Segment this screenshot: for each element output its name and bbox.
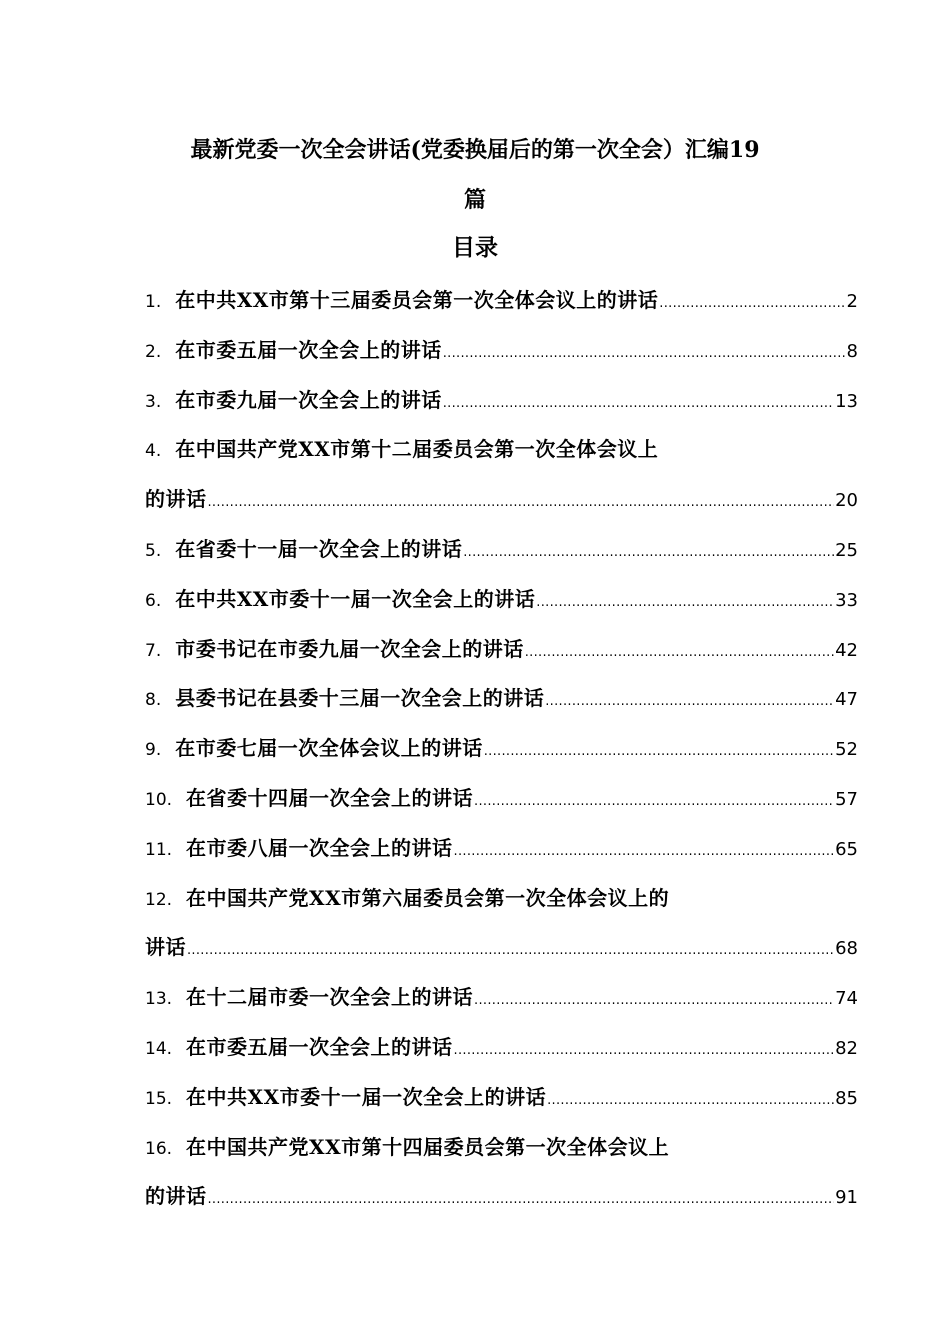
toc-leader-dots — [536, 584, 834, 622]
toc-entry[interactable] — [145, 978, 858, 1028]
toc-entry-number: 2. — [145, 341, 162, 362]
toc-entry-title-continued: 的讲话 — [145, 1184, 207, 1209]
toc-entry-title: 在中国共产党XX市第十四届委员会第一次全体会议上 — [186, 1134, 670, 1159]
toc-leader-dots — [474, 783, 834, 821]
toc-leader-dots — [443, 335, 846, 373]
toc-leader-dots — [659, 285, 845, 323]
toc-entry[interactable] — [145, 281, 858, 331]
toc-entry-number: 4. — [145, 441, 162, 462]
toc-leader-dots — [545, 683, 834, 721]
toc-entry-number: 14. — [145, 1038, 173, 1059]
toc-entry[interactable] — [145, 630, 858, 680]
toc-entry-page: 57 — [835, 788, 858, 810]
toc-entry-number: 9. — [145, 740, 162, 761]
toc-entry-number: 15. — [145, 1088, 173, 1109]
toc-entry-page: 47 — [835, 689, 858, 711]
toc-entry-number: 3. — [145, 391, 162, 412]
toc-entry[interactable] — [145, 430, 858, 530]
toc-entry-number: 16. — [145, 1138, 173, 1159]
toc-entry-number: 10. — [145, 789, 173, 810]
toc-entry[interactable] — [145, 829, 858, 879]
toc-entry[interactable] — [145, 879, 858, 979]
toc-entry-page: 74 — [835, 988, 858, 1010]
toc-entry-page: 82 — [835, 1037, 858, 1059]
toc-entry-number: 11. — [145, 839, 173, 860]
toc-entry-number: 5. — [145, 540, 162, 561]
toc-entry-title-continued: 讲话 — [145, 935, 186, 960]
toc-leader-dots — [454, 1032, 835, 1070]
document-title-line2: 篇 — [463, 187, 486, 213]
toc-heading: 目录 — [452, 234, 498, 261]
toc-entry[interactable] — [145, 381, 858, 431]
toc-entry-page: 2 — [846, 291, 858, 312]
toc-entry-title: 在中共XX市第十三届委员会第一次全体会议上的讲话 — [175, 288, 659, 312]
document-title-line1: 最新党委一次全会讲话(党委换届后的第一次全会）汇编19 — [190, 137, 760, 163]
toc-entry-title: 在市委八届一次全会上的讲话 — [186, 835, 453, 860]
toc-entry-number: 7. — [145, 640, 162, 661]
toc-leader-dots — [474, 982, 834, 1020]
toc-entry-page: 33 — [835, 589, 858, 611]
toc-entry-title: 在市委五届一次全会上的讲话 — [186, 1034, 453, 1059]
toc-entry-page: 20 — [835, 490, 858, 512]
toc-entry-page: 42 — [835, 639, 858, 661]
table-of-contents — [145, 281, 858, 1227]
toc-entry-title: 在省委十一届一次全会上的讲话 — [175, 536, 463, 561]
toc-entry-number: 1. — [145, 292, 162, 312]
toc-entry-page: 52 — [835, 739, 858, 761]
toc-entry-number: 6. — [145, 590, 162, 611]
toc-entry[interactable] — [145, 530, 858, 580]
toc-entry-page: 8 — [846, 340, 858, 362]
toc-leader-dots — [187, 932, 834, 970]
toc-entry-number: 8. — [145, 690, 162, 711]
toc-entry-title-continued: 的讲话 — [145, 487, 207, 512]
toc-entry-title: 在中共XX市委十一届一次全会上的讲话 — [175, 586, 536, 611]
toc-entry-title: 在中国共产党XX市第十二届委员会第一次全体会议上 — [175, 437, 659, 462]
toc-entry-number: 12. — [145, 889, 173, 910]
toc-entry[interactable] — [145, 779, 858, 829]
toc-entry-page: 65 — [835, 838, 858, 860]
toc-entry-title: 市委书记在市委九届一次全会上的讲话 — [175, 636, 524, 661]
toc-entry-title: 县委书记在县委十三届一次全会上的讲话 — [175, 686, 545, 711]
toc-leader-dots — [547, 1082, 834, 1120]
toc-leader-dots — [208, 484, 835, 522]
toc-entry[interactable] — [145, 679, 858, 729]
toc-entry-title: 在市委九届一次全会上的讲话 — [175, 387, 442, 412]
toc-entry-title: 在市委七届一次全体会议上的讲话 — [175, 736, 483, 761]
toc-leader-dots — [525, 634, 834, 672]
toc-leader-dots — [443, 385, 834, 423]
toc-entry-number: 13. — [145, 989, 173, 1010]
toc-entry-page: 91 — [835, 1187, 858, 1209]
toc-entry-page: 25 — [835, 539, 858, 561]
toc-entry-title: 在省委十四届一次全会上的讲话 — [186, 785, 474, 810]
toc-entry[interactable] — [145, 331, 858, 381]
toc-leader-dots — [484, 733, 834, 771]
toc-entry-title: 在中共XX市委十一届一次全会上的讲话 — [186, 1084, 547, 1109]
toc-entry[interactable] — [145, 729, 858, 779]
toc-entry[interactable] — [145, 1028, 858, 1078]
toc-entry-page: 13 — [835, 390, 858, 412]
toc-entry-title: 在十二届市委一次全会上的讲话 — [186, 985, 474, 1010]
toc-entry-title: 在市委五届一次全会上的讲话 — [175, 337, 442, 362]
toc-leader-dots — [208, 1181, 835, 1219]
toc-entry[interactable] — [145, 580, 858, 630]
toc-entry[interactable] — [145, 1128, 858, 1228]
toc-entry[interactable] — [145, 1078, 858, 1128]
toc-entry-page: 68 — [835, 938, 858, 960]
toc-leader-dots — [454, 833, 835, 871]
toc-entry-page: 85 — [835, 1087, 858, 1109]
toc-leader-dots — [463, 534, 834, 572]
toc-entry-title: 在中国共产党XX市第六届委员会第一次全体会议上的 — [186, 885, 670, 910]
